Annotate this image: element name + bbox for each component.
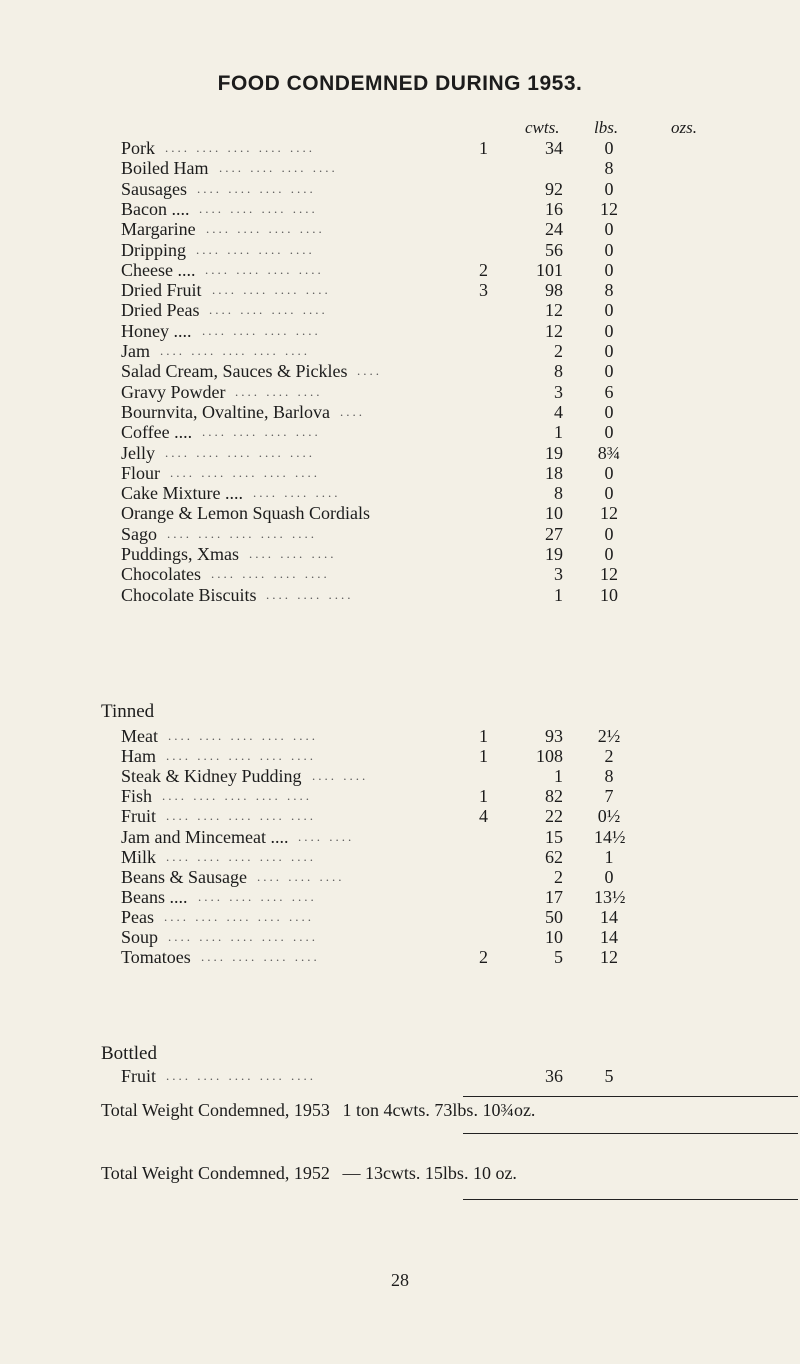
leader-dots: .... .... .... .... <box>206 221 325 237</box>
cwts-value: 1 <box>479 138 488 158</box>
ozs-value: 6 <box>604 381 614 402</box>
lbs-value: 1 <box>554 766 563 787</box>
lbs-value: 93 <box>545 726 563 746</box>
leader-dots: .... .... .... .... <box>209 302 328 318</box>
item-name: Cake Mixture .... <box>121 483 243 504</box>
column-header-cwts: cwts. <box>525 118 560 137</box>
lbs-value: 108 <box>536 746 563 767</box>
item-name: Jam and Mincemeat .... <box>121 826 289 847</box>
ozs-value: 8 <box>604 280 614 301</box>
ozs-value: 0 <box>604 361 614 382</box>
item-name: Dripping <box>121 239 186 260</box>
lbs-value: 4 <box>554 401 563 422</box>
leader-dots: .... .... .... <box>257 868 345 884</box>
ozs-value: 12 <box>600 503 618 524</box>
item-name: Steak & Kidney Pudding <box>121 766 302 787</box>
column-header-lbs: lbs. <box>594 118 619 137</box>
lbs-value: 12 <box>545 300 563 321</box>
divider-rule <box>463 1096 798 1097</box>
ozs-value: 0 <box>604 483 614 504</box>
leader-dots: .... .... .... .... <box>201 949 320 965</box>
item-name: Puddings, Xmas <box>121 544 240 564</box>
item-name: Beans & Sausage <box>121 866 247 887</box>
leader-dots: .... .... .... .... .... <box>166 808 316 824</box>
leader-dots: .... .... .... .... .... <box>160 343 310 358</box>
leader-dots: .... .... .... .... .... <box>165 140 315 155</box>
ozs-value: 0 <box>604 401 614 422</box>
lbs-value: 10 <box>545 503 563 524</box>
lbs-value: 62 <box>545 846 563 867</box>
item-name: Dried Peas <box>121 300 200 321</box>
item-name: Meat <box>121 726 158 746</box>
leader-dots: .... <box>340 403 365 419</box>
ozs-value: 0 <box>604 544 614 564</box>
item-name: Cheese .... <box>121 259 196 280</box>
lbs-value: 1 <box>554 584 563 605</box>
item-name: Ham <box>121 746 156 767</box>
total-1952 <box>101 1163 525 1184</box>
ozs-value: 2½ <box>597 726 621 746</box>
leader-dots: .... .... .... <box>249 546 337 561</box>
total-1953-value: 1 ton 4cwts. 73lbs. 10¾oz. <box>342 1100 536 1120</box>
lbs-value: 101 <box>536 259 563 280</box>
page-number: 28 <box>391 1270 409 1290</box>
cwts-value: 3 <box>479 280 488 301</box>
ozs-value: 0 <box>604 239 614 260</box>
leader-dots: .... .... .... .... <box>199 200 318 216</box>
item-name: Coffee .... <box>121 422 193 443</box>
total-1953 <box>101 1100 543 1121</box>
leader-dots: .... .... .... .... .... <box>167 525 317 541</box>
tinned-heading: Tinned <box>101 701 155 722</box>
item-name: Boiled Ham <box>121 158 209 179</box>
item-name: Soup <box>121 927 159 947</box>
leader-dots: .... .... .... .... .... <box>164 908 314 924</box>
item-name: Milk <box>121 846 157 867</box>
cwts-value: 1 <box>479 786 488 807</box>
lbs-value: 8 <box>554 361 563 382</box>
leader-dots: .... .... .... .... <box>212 282 331 298</box>
item-name: Chocolate Biscuits <box>121 584 257 605</box>
ozs-value: 8¾ <box>597 442 621 463</box>
lbs-value: 3 <box>554 381 563 402</box>
leader-dots: .... .... .... .... <box>211 566 330 582</box>
lbs-value: 3 <box>554 564 563 585</box>
leader-dots: .... .... .... .... <box>205 261 324 277</box>
leader-dots: .... .... <box>312 768 369 784</box>
leader-dots: .... .... .... .... .... <box>166 848 316 864</box>
item-name: Chocolates <box>121 564 201 585</box>
lbs-value: 18 <box>545 462 563 483</box>
total-1952-value: — 13cwts. 15lbs. 10 oz. <box>342 1163 517 1183</box>
ozs-value: 0½ <box>597 806 621 827</box>
ozs-value: 14 <box>600 906 618 927</box>
ozs-value: 8 <box>604 766 614 787</box>
ozs-value: 0 <box>604 866 614 887</box>
item-name: Jelly <box>121 442 155 463</box>
leader-dots: .... .... .... .... <box>219 160 338 176</box>
lbs-value: 5 <box>554 947 563 968</box>
leader-dots: .... .... .... <box>235 383 323 399</box>
leader-dots: .... .... .... .... <box>198 888 317 904</box>
leader-dots: .... .... .... <box>253 485 341 501</box>
leader-dots: .... .... .... .... .... <box>168 929 318 944</box>
table-row <box>0 1064 800 1088</box>
lbs-value: 50 <box>545 906 563 927</box>
lbs-value: 98 <box>545 280 563 301</box>
item-name: Beans .... <box>121 886 188 907</box>
leader-dots: .... .... <box>298 828 355 844</box>
leader-dots: .... .... .... .... <box>202 322 321 338</box>
lbs-value: 10 <box>545 927 563 947</box>
lbs-value: 24 <box>545 219 563 240</box>
item-name: Sausages <box>121 178 187 199</box>
ozs-value: 0 <box>604 422 614 443</box>
item-name: Sago <box>121 523 157 544</box>
ozs-value: 14 <box>600 927 618 947</box>
ozs-value: 1 <box>604 846 614 867</box>
cwts-value: 2 <box>479 259 488 280</box>
cwts-value: 1 <box>479 746 488 767</box>
ozs-value: 14½ <box>594 826 626 847</box>
ozs-value: 0 <box>604 523 614 544</box>
lbs-value: 17 <box>545 886 563 907</box>
column-header-ozs: ozs. <box>671 118 697 137</box>
leader-dots: .... .... .... .... <box>196 241 315 257</box>
lbs-value: 92 <box>545 178 563 199</box>
total-1953-label: Total Weight Condemned, 1953 <box>101 1100 330 1120</box>
item-name: Gravy Powder <box>121 381 226 402</box>
leader-dots: .... .... .... .... .... <box>166 748 316 764</box>
ozs-value: 0 <box>604 462 614 483</box>
ozs-value: 0 <box>604 320 614 341</box>
ozs-value: 0 <box>604 259 614 280</box>
leader-dots: .... .... .... .... .... <box>170 464 320 480</box>
ozs-value: 13½ <box>594 886 626 907</box>
lbs-value: 15 <box>545 826 563 847</box>
lbs-value: 22 <box>545 806 563 827</box>
ozs-value: 0 <box>604 341 614 361</box>
cwts-value: 1 <box>479 726 488 746</box>
ozs-value: 5 <box>604 1066 614 1086</box>
item-name: Honey .... <box>121 320 192 341</box>
leader-dots: .... .... .... .... <box>197 180 316 196</box>
ozs-value: 2 <box>604 746 614 767</box>
divider-rule <box>463 1199 798 1200</box>
total-1952-label: Total Weight Condemned, 1952 <box>101 1163 330 1183</box>
item-name: Jam <box>121 341 150 361</box>
item-name: Salad Cream, Sauces & Pickles <box>121 361 348 382</box>
ozs-value: 8 <box>604 158 614 179</box>
item-name: Fruit <box>121 1066 157 1086</box>
item-name: Margarine <box>121 219 196 240</box>
lbs-value: 2 <box>554 866 563 887</box>
lbs-value: 56 <box>545 239 563 260</box>
ozs-value: 0 <box>604 219 614 240</box>
item-name: Fish <box>121 786 153 807</box>
lbs-value: 19 <box>545 544 563 564</box>
ozs-value: 7 <box>604 786 614 807</box>
item-name: Dried Fruit <box>121 280 202 301</box>
leader-dots: .... .... .... .... .... <box>168 728 318 743</box>
ozs-value: 0 <box>604 178 614 199</box>
lbs-value: 12 <box>545 320 563 341</box>
leader-dots: .... .... .... .... .... <box>166 1068 316 1083</box>
lbs-value: 34 <box>545 138 563 158</box>
leader-dots: .... .... .... .... .... <box>165 444 315 460</box>
ozs-value: 12 <box>600 564 618 585</box>
item-name: Fruit <box>121 806 157 827</box>
bottled-heading: Bottled <box>101 1043 157 1064</box>
lbs-value: 36 <box>545 1066 563 1086</box>
table-row <box>0 583 800 607</box>
leader-dots: .... .... .... <box>266 586 354 602</box>
leader-dots: .... .... .... .... .... <box>162 788 312 804</box>
ozs-value: 12 <box>600 198 618 219</box>
cwts-value: 2 <box>479 947 488 968</box>
leader-dots: .... .... .... .... <box>202 424 321 440</box>
page-title: FOOD CONDEMNED DURING 1953. <box>217 72 583 95</box>
item-name: Flour <box>121 462 161 483</box>
lbs-value: 27 <box>545 523 563 544</box>
cwts-value: 4 <box>479 806 488 827</box>
lbs-value: 8 <box>554 483 563 504</box>
ozs-value: 12 <box>600 947 618 968</box>
lbs-value: 2 <box>554 341 563 361</box>
lbs-value: 16 <box>545 198 563 219</box>
ozs-value: 0 <box>604 138 614 158</box>
item-name: Pork <box>121 138 156 158</box>
lbs-value: 82 <box>545 786 563 807</box>
leader-dots: .... <box>357 363 382 379</box>
lbs-value: 1 <box>554 422 563 443</box>
item-name: Bacon .... <box>121 198 190 219</box>
table-row <box>0 945 800 969</box>
item-name: Orange & Lemon Squash Cordials <box>121 503 370 524</box>
lbs-value: 19 <box>545 442 563 463</box>
item-name: Tomatoes <box>121 947 191 968</box>
item-name: Bournvita, Ovaltine, Barlova <box>121 401 330 422</box>
ozs-value: 10 <box>600 584 618 605</box>
item-name: Peas <box>121 906 154 927</box>
ozs-value: 0 <box>604 300 614 321</box>
divider-rule <box>463 1133 798 1134</box>
